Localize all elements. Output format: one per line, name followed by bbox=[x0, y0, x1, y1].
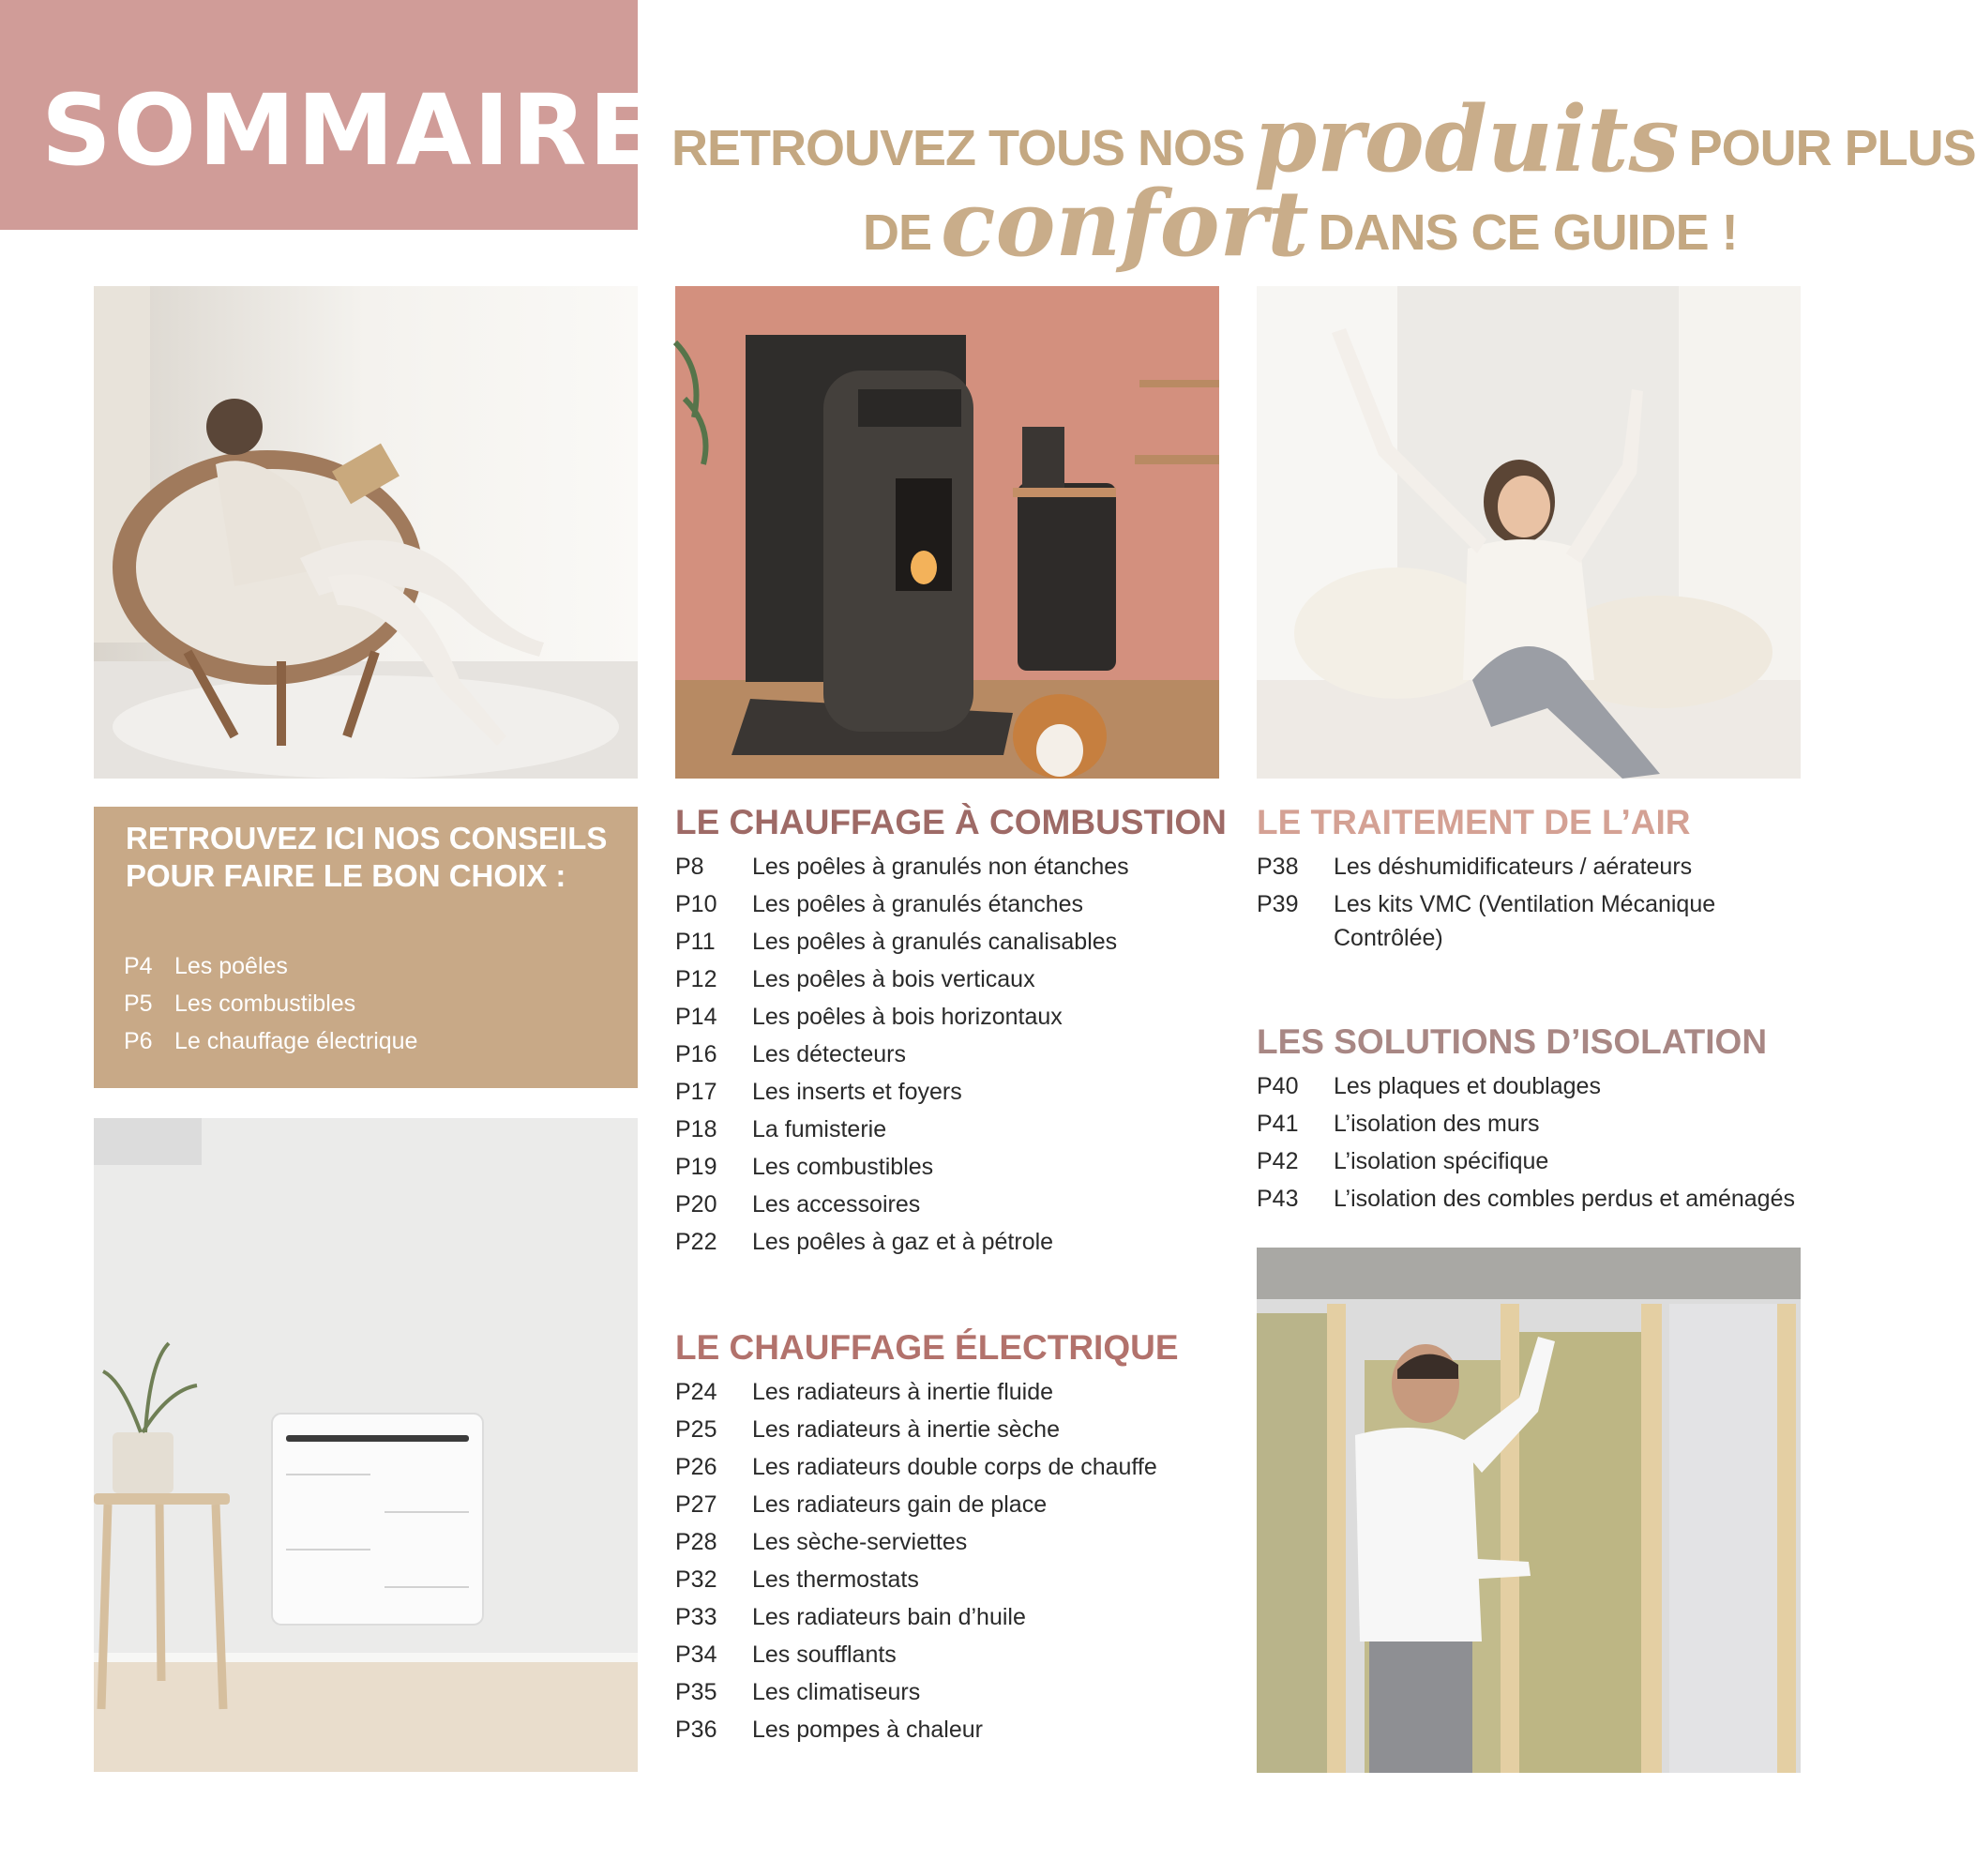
toc-item[interactable] bbox=[675, 1713, 1229, 1750]
page-number: P19 bbox=[675, 1154, 717, 1180]
conseils-box bbox=[94, 807, 638, 1088]
item-label: Les radiateurs à inertie fluide bbox=[752, 1379, 1054, 1405]
page-number: P6 bbox=[124, 1027, 153, 1054]
item-label: Les sèche-serviettes bbox=[752, 1529, 968, 1555]
tagline-text: POUR PLUS bbox=[1688, 120, 1976, 176]
page-number: P36 bbox=[675, 1717, 717, 1743]
page-number: P12 bbox=[675, 966, 717, 992]
conseils-heading: RETROUVEZ ICI NOS CONSEILS POUR FAIRE LE BON CHOIX : bbox=[126, 821, 608, 893]
item-label: Les combustibles bbox=[752, 1154, 934, 1180]
item-label: Les poêles à gaz et à pétrole bbox=[752, 1229, 1054, 1255]
page-number: P8 bbox=[675, 854, 704, 880]
page-number: P35 bbox=[675, 1679, 717, 1705]
toc-item[interactable] bbox=[675, 925, 1229, 962]
page-number: P10 bbox=[675, 891, 717, 917]
tagline-text: RETROUVEZ TOUS NOS bbox=[671, 120, 1245, 176]
toc-item[interactable] bbox=[1257, 1144, 1848, 1182]
section-heading: LE CHAUFFAGE ÉLECTRIQUE bbox=[675, 1328, 1179, 1367]
item-label: Les poêles bbox=[174, 952, 288, 979]
toc-item[interactable] bbox=[1257, 1182, 1848, 1219]
toc-item[interactable] bbox=[1257, 1107, 1848, 1144]
photo-woman-waking bbox=[1257, 286, 1801, 779]
tagline-script-word: produits bbox=[1254, 86, 1680, 192]
section-heading: LE CHAUFFAGE À COMBUSTION bbox=[675, 803, 1227, 841]
item-label: Les poêles à granulés non étanches bbox=[752, 854, 1129, 880]
toc-item[interactable] bbox=[1257, 850, 1819, 887]
toc-item[interactable] bbox=[675, 1450, 1229, 1488]
item-label: L’isolation des murs bbox=[1334, 1111, 1540, 1137]
toc-item[interactable] bbox=[675, 1488, 1229, 1525]
conseils-list bbox=[124, 947, 417, 1060]
tagline-text: DANS CE GUIDE ! bbox=[1318, 204, 1738, 261]
page-number: P16 bbox=[675, 1041, 717, 1067]
item-label: Les inserts et foyers bbox=[752, 1079, 962, 1105]
page-number: P28 bbox=[675, 1529, 717, 1555]
tagline-text: DE bbox=[863, 204, 932, 261]
toc-item[interactable] bbox=[675, 1675, 1229, 1713]
item-label: Les détecteurs bbox=[752, 1041, 906, 1067]
photo-electric-radiator bbox=[94, 1118, 638, 1772]
item-label: Les plaques et doublages bbox=[1334, 1073, 1601, 1099]
list-item[interactable] bbox=[124, 985, 417, 1022]
photo-pellet-stove bbox=[675, 286, 1219, 779]
toc-item[interactable] bbox=[675, 850, 1229, 887]
item-label: Les poêles à bois horizontaux bbox=[752, 1004, 1063, 1030]
item-label: Les radiateurs gain de place bbox=[752, 1491, 1048, 1518]
page-number: P26 bbox=[675, 1454, 717, 1480]
toc-list bbox=[1257, 850, 1819, 955]
page-title: SOMMAIRE bbox=[41, 73, 657, 188]
item-label: Les thermostats bbox=[752, 1566, 919, 1593]
item-label: Les pompes à chaleur bbox=[752, 1717, 983, 1743]
item-label: Les radiateurs bain d’huile bbox=[752, 1604, 1026, 1630]
tagline bbox=[656, 38, 1976, 277]
page-number: P22 bbox=[675, 1229, 717, 1255]
page-number: P24 bbox=[675, 1379, 717, 1405]
item-label: Les climatiseurs bbox=[752, 1679, 921, 1705]
page-number: P38 bbox=[1257, 854, 1299, 880]
item-label: Les radiateurs double corps de chauffe bbox=[752, 1454, 1157, 1480]
section-air bbox=[1257, 801, 1819, 955]
toc-item[interactable] bbox=[675, 1638, 1229, 1675]
page-number: P20 bbox=[675, 1191, 717, 1218]
page-number: P11 bbox=[675, 929, 716, 955]
item-label: Les combustibles bbox=[174, 990, 356, 1017]
tagline-line-2 bbox=[863, 171, 1738, 277]
toc-item[interactable] bbox=[675, 1413, 1229, 1450]
toc-item[interactable] bbox=[675, 1188, 1229, 1225]
toc-list bbox=[1257, 1069, 1848, 1219]
toc-item[interactable] bbox=[675, 1600, 1229, 1638]
page-number: P27 bbox=[675, 1491, 717, 1518]
toc-list bbox=[675, 850, 1229, 1263]
page-number: P42 bbox=[1257, 1148, 1299, 1174]
toc-item[interactable] bbox=[675, 1037, 1229, 1075]
toc-item[interactable] bbox=[675, 1225, 1229, 1263]
toc-item[interactable] bbox=[675, 1525, 1229, 1563]
item-label: La fumisterie bbox=[752, 1116, 887, 1142]
section-isolation bbox=[1257, 1021, 1848, 1219]
page-number: P32 bbox=[675, 1566, 717, 1593]
toc-item[interactable] bbox=[675, 1000, 1229, 1037]
toc-item[interactable] bbox=[675, 1563, 1229, 1600]
toc-item[interactable] bbox=[675, 1112, 1229, 1150]
page-number: P40 bbox=[1257, 1073, 1299, 1099]
section-electrique bbox=[675, 1326, 1229, 1750]
item-label: Les accessoires bbox=[752, 1191, 921, 1218]
item-label: Les kits VMC (Ventilation Mécanique Contrôlée) bbox=[1334, 891, 1716, 951]
page-number: P25 bbox=[675, 1416, 717, 1443]
item-label: Les soufflants bbox=[752, 1642, 897, 1668]
section-heading: LES SOLUTIONS D’ISOLATION bbox=[1257, 1022, 1768, 1061]
page-number: P41 bbox=[1257, 1111, 1299, 1137]
item-label: Les déshumidificateurs / aérateurs bbox=[1334, 854, 1693, 880]
section-combustion bbox=[675, 801, 1229, 1263]
page-number: P34 bbox=[675, 1642, 717, 1668]
item-label: Les radiateurs à inertie sèche bbox=[752, 1416, 1060, 1443]
item-label: Le chauffage électrique bbox=[174, 1027, 418, 1054]
item-label: L’isolation des combles perdus et aménagés bbox=[1334, 1186, 1795, 1212]
item-label: L’isolation spécifique bbox=[1334, 1148, 1549, 1174]
photo-insulation-worker bbox=[1257, 1248, 1801, 1773]
page-number: P17 bbox=[675, 1079, 717, 1105]
item-label: Les poêles à granulés canalisables bbox=[752, 929, 1118, 955]
toc-item[interactable] bbox=[1257, 1069, 1848, 1107]
tagline-script-word: confort bbox=[941, 171, 1309, 277]
toc-item[interactable] bbox=[675, 1375, 1229, 1413]
toc-list bbox=[675, 1375, 1229, 1750]
page-number: P33 bbox=[675, 1604, 717, 1630]
section-heading: LE TRAITEMENT DE L’AIR bbox=[1257, 803, 1691, 841]
list-item[interactable] bbox=[124, 1022, 417, 1060]
page-number: P4 bbox=[124, 952, 153, 979]
toc-item[interactable] bbox=[1257, 887, 1819, 955]
item-label: Les poêles à granulés étanches bbox=[752, 891, 1084, 917]
item-label: Les poêles à bois verticaux bbox=[752, 966, 1035, 992]
toc-item[interactable] bbox=[675, 962, 1229, 1000]
toc-item[interactable] bbox=[675, 1150, 1229, 1188]
photo-woman-reading bbox=[94, 286, 638, 779]
toc-item[interactable] bbox=[675, 1075, 1229, 1112]
page-number: P18 bbox=[675, 1116, 717, 1142]
page-number: P43 bbox=[1257, 1186, 1299, 1212]
toc-item[interactable] bbox=[675, 887, 1229, 925]
title-banner bbox=[0, 0, 657, 230]
page-number: P14 bbox=[675, 1004, 717, 1030]
page-number: P5 bbox=[124, 990, 153, 1017]
list-item[interactable] bbox=[124, 947, 417, 985]
page-number: P39 bbox=[1257, 891, 1299, 917]
